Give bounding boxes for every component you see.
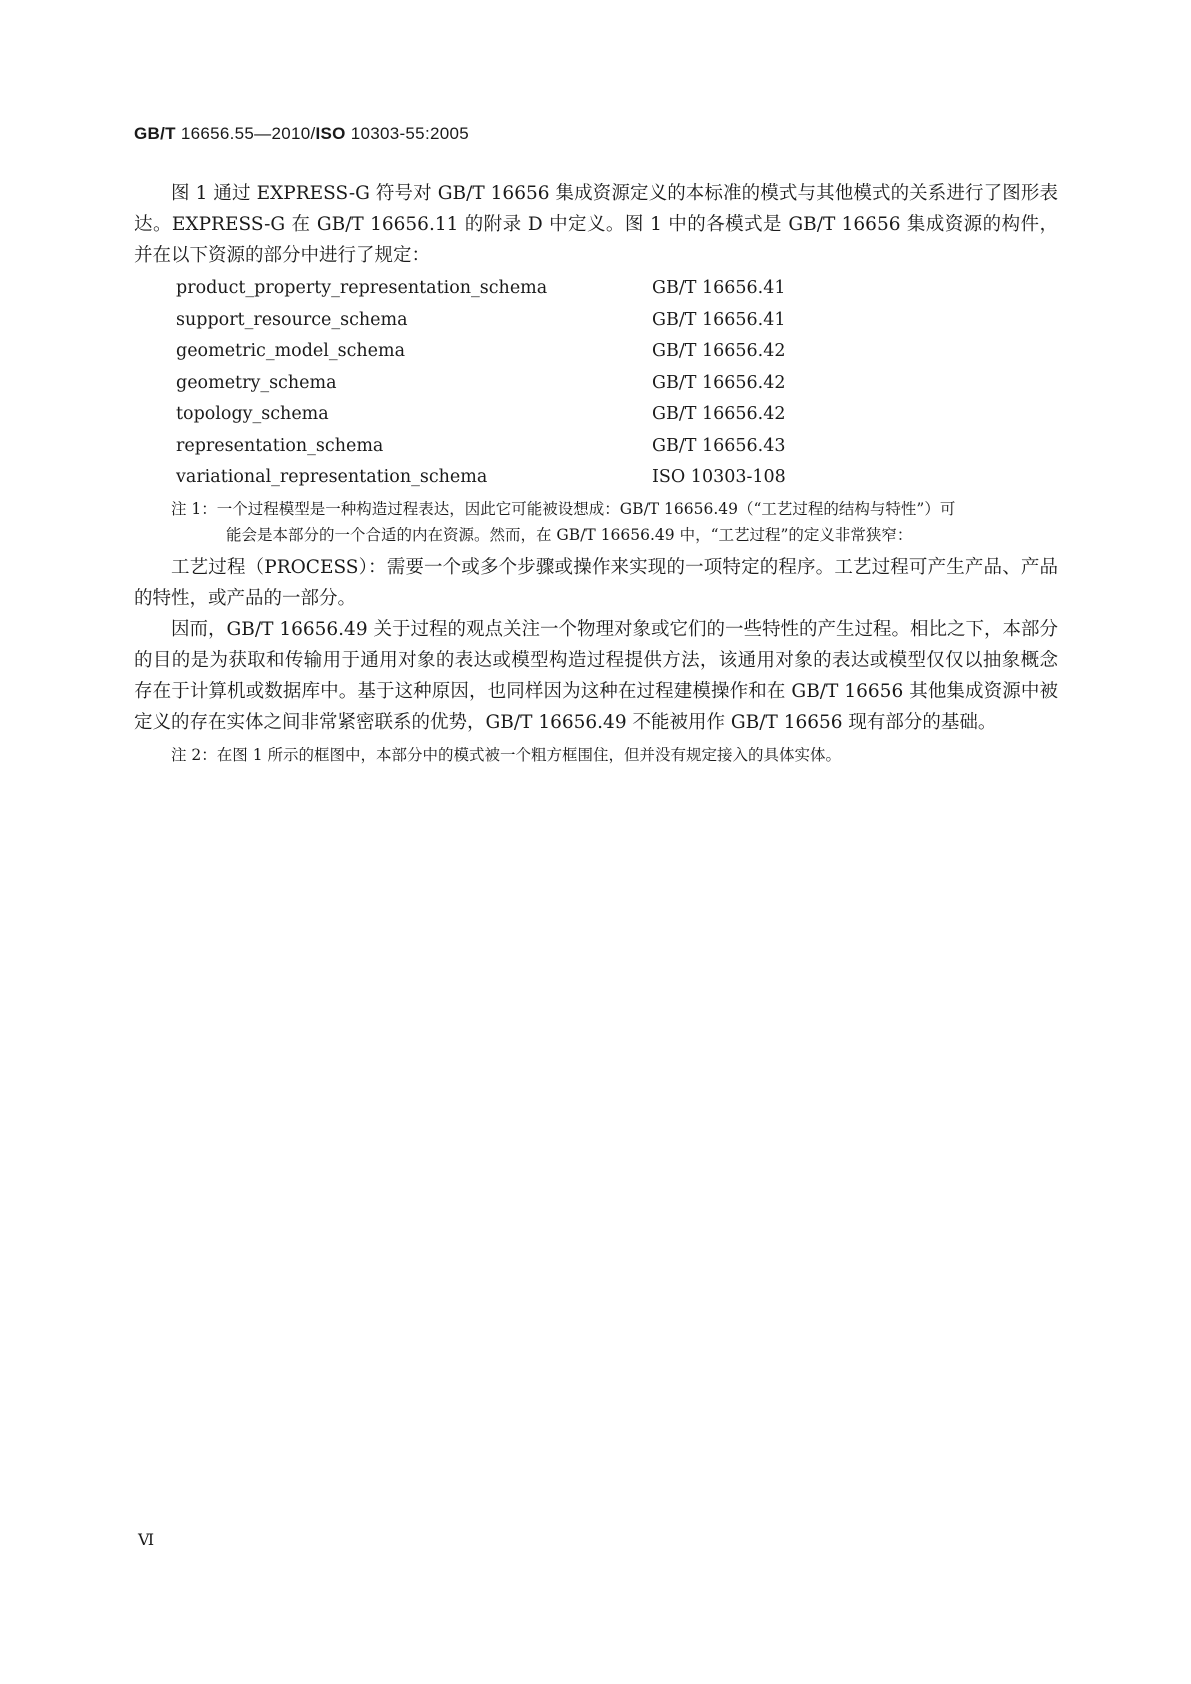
schema-name: geometry_schema xyxy=(176,372,337,393)
header-std-prefix: GB/T xyxy=(134,124,176,143)
schema-row xyxy=(176,368,786,400)
schema-ref: ISO 10303-108 xyxy=(652,467,786,488)
document-header xyxy=(134,124,469,144)
schema-row xyxy=(176,462,786,494)
intro-paragraph: 图 1 通过 EXPRESS-G 符号对 GB/T 16656 集成资源定义的本标准的模式与其他模式的关系进行了图形表达。EXPRESS-G 在 GB/T 16656.11 的附录 D 中定义。图 1 中的各模式是 GB/T 16656 集成资源的构件，并在以下资源的部分中进行了规定： xyxy=(134,183,1058,266)
schema-name: variational_representation_schema xyxy=(176,467,488,488)
schema-row xyxy=(176,336,786,368)
schema-ref: GB/T 16656.41 xyxy=(652,309,786,330)
page-number: Ⅵ xyxy=(138,1530,155,1549)
schema-ref: GB/T 16656.42 xyxy=(652,341,786,362)
header-iso-number: 10303-55:2005 xyxy=(345,124,469,143)
document-body xyxy=(134,178,1058,768)
note-1-line-1: 注 1：一个过程模型是一种构造过程表达，因此它可能被设想成：GB/T 16656.49（“工艺过程的结构与特性”）可 xyxy=(171,499,956,518)
schema-row xyxy=(176,399,786,431)
schema-name: geometric_model_schema xyxy=(176,341,406,362)
schema-name: topology_schema xyxy=(176,404,329,425)
schema-ref: GB/T 16656.42 xyxy=(652,372,786,393)
note-1 xyxy=(134,496,1058,548)
schema-name: product_property_representation_schema xyxy=(176,278,548,299)
schema-ref: GB/T 16656.42 xyxy=(652,404,786,425)
header-iso-prefix: ISO xyxy=(315,124,346,143)
schema-ref: GB/T 16656.43 xyxy=(652,435,786,456)
schema-row xyxy=(176,273,786,305)
schema-row xyxy=(176,305,786,337)
note-1-line-2: 能会是本部分的一个合适的内在资源。然而，在 GB/T 16656.49 中，“工艺过程”的定义非常狭窄： xyxy=(226,525,913,544)
schema-list xyxy=(176,273,786,494)
discussion-paragraph: 因而，GB/T 16656.49 关于过程的观点关注一个物理对象或它们的一些特性的产生过程。相比之下，本部分的目的是为获取和传输用于通用对象的表达或模型构造过程提供方法，该通用对象的表达或模型仅仅以抽象概念存在于计算机或数据库中。基于这种原因，也同样因为这种在过程建模操作和在 GB/T 16656 其他集成资源中被定义的存在实体之间非常紧密联系的优势，GB/T 16656.49 不能被用作 GB/T 16656 现有部分的基础。 xyxy=(134,618,1058,733)
process-definition: 工艺过程（PROCESS）：需要一个或多个步骤或操作来实现的一项特定的程序。工艺过程可产生产品、产品的特性，或产品的一部分。 xyxy=(134,556,1058,609)
schema-ref: GB/T 16656.41 xyxy=(652,278,786,299)
schema-name: support_resource_schema xyxy=(176,309,408,330)
note-2: 注 2：在图 1 所示的框图中，本部分中的模式被一个粗方框围住，但并没有规定接入的具体实体。 xyxy=(171,745,842,764)
schema-name: representation_schema xyxy=(176,435,384,456)
header-std-number: 16656.55—2010/ xyxy=(175,124,316,143)
schema-row xyxy=(176,431,786,463)
